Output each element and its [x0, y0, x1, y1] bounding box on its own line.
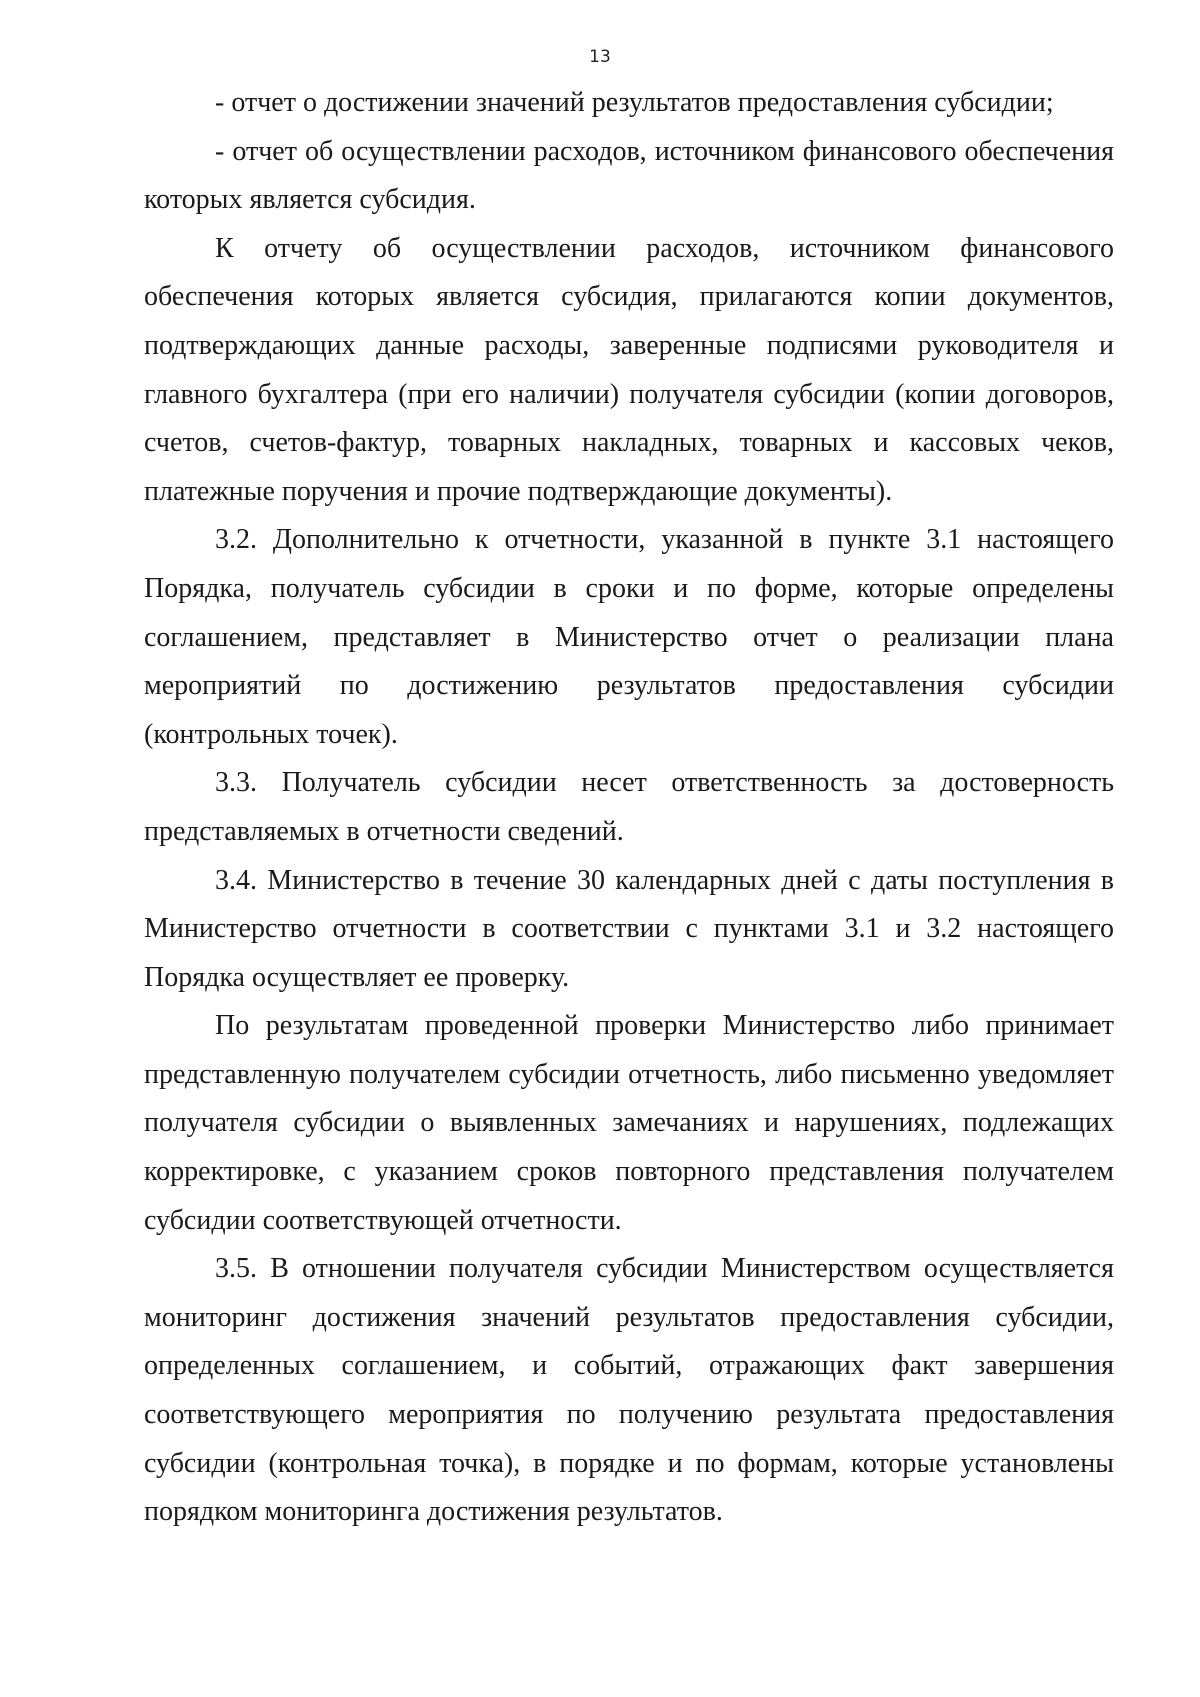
paragraph-3-2: 3.2. Дополнительно к отчетности, указанной в пункте 3.1 настоящего Порядка, получатель субсидии в сроки и по форме, которые определены соглашением, представляет в Министерство отчет о реализации плана мероприятий по достижению результатов предоставления субсидии (контрольных точек).	[144, 524, 1114, 750]
paragraph-verification-results: По результатам проведенной проверки Министерство либо принимает представленную получателем субсидии отчетность, либо письменно уведомляет получателя субсидии о выявленных замечаниях и нарушениях, подлежащих корректировке, с указанием сроков повторного представления получателем субсидии соответствующей отчетности.	[144, 1010, 1114, 1236]
paragraph-report-expenses: - отчет об осуществлении расходов, источником финансового обеспечения которых является субсидия.	[144, 135, 1114, 216]
paragraph-3-3: 3.3. Получатель субсидии несет ответственность за достоверность представляемых в отчетности сведений.	[144, 767, 1114, 847]
document-body	[144, 79, 1114, 1537]
paragraph-attached-documents: К отчету об осуществлении расходов, источником финансового обеспечения которых является субсидия, прилагаются копии документов, подтверждающих данные расходы, заверенные подписями руководителя и главного бухгалтера (при его наличии) получателя субсидии (копии договоров, счетов, счетов-фактур, товарных накладных, товарных и кассовых чеков, платежные поручения и прочие подтверждающие документы).	[144, 232, 1114, 507]
page-number: 13	[589, 47, 611, 67]
paragraph-3-5: 3.5. В отношении получателя субсидии Министерством осуществляется мониторинг достижения значений результатов предоставления субсидии, определенных соглашением, и событий, отражающих факт завершения соответствующего мероприятия по получению результата предоставления субсидии (контрольная точка), в порядке и по формам, которые установлены порядком мониторинга достижения результатов.	[144, 1253, 1114, 1528]
paragraph-report-results: - отчет о достижении значений результатов предоставления субсидии;	[215, 87, 1054, 118]
paragraph-3-4: 3.4. Министерство в течение 30 календарных дней с даты поступления в Министерство отчетности в соответствии с пунктами 3.1 и 3.2 настоящего Порядка осуществляет ее проверку.	[144, 864, 1114, 993]
